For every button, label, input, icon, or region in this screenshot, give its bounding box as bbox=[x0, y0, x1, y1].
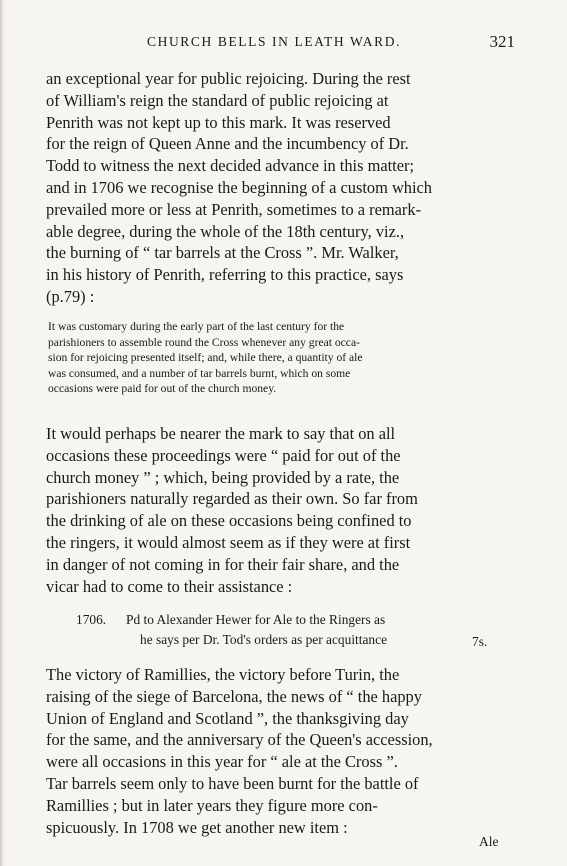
text-line: spicuously. In 1708 we get another new item : bbox=[46, 817, 348, 837]
paragraph-1 bbox=[46, 68, 506, 308]
text-line: Penrith was not kept up to this mark. It was reserved bbox=[46, 112, 391, 132]
quote-line: It was customary during the early part of the last century for the bbox=[48, 320, 345, 333]
text-line: It would perhaps be nearer the mark to say that on all bbox=[46, 424, 396, 443]
entry-amount: 7s. bbox=[472, 634, 488, 649]
text-line: and in 1706 we recognise the beginning of a custom which bbox=[46, 177, 432, 197]
page-edge-shadow bbox=[0, 0, 4, 866]
entry-row bbox=[76, 630, 496, 650]
account-entry bbox=[76, 610, 496, 650]
paragraph-3 bbox=[46, 664, 506, 838]
entry-text: he says per Dr. Tod's orders as per acquittance bbox=[140, 632, 388, 647]
running-head: CHURCH BELLS IN LEATH WARD. bbox=[147, 34, 402, 49]
text-line: of William's reign the standard of public rejoicing at bbox=[46, 90, 389, 110]
text-line: for the same, and the anniversary of the Queen's accession, bbox=[46, 730, 433, 750]
text-line: were all occasions in this year for “ ale at the Cross ”. bbox=[46, 752, 398, 772]
text-line: Union of England and Scotland ”, the thanksgiving day bbox=[46, 708, 409, 728]
text-line: the ringers, it would almost seem as if they were at first bbox=[46, 532, 411, 552]
text-line: Tar barrels seem only to have been burnt for the battle of bbox=[46, 773, 419, 793]
quote-line: was consumed, and a number of tar barrels burnt, which on some bbox=[48, 366, 351, 380]
text-line: Todd to witness the next decided advance in this matter; bbox=[46, 156, 414, 176]
text-line: (p.79) : bbox=[46, 286, 95, 306]
page-header bbox=[0, 34, 567, 56]
text-line: the drinking of ale on these occasions being confined to bbox=[46, 511, 412, 531]
text-line: in danger of not coming in for their fair share, and the bbox=[46, 554, 400, 574]
entry-text: Pd to Alexander Hewer for Ale to the Ringers as bbox=[126, 612, 386, 627]
quote-line: sion for rejoicing presented itself; and, while there, a quantity of ale bbox=[48, 351, 363, 365]
text-line: raising of the siege of Barcelona, the news of “ the happy bbox=[46, 686, 422, 706]
block-quotation bbox=[48, 319, 506, 397]
text-line: for the reign of Queen Anne and the incumbency of Dr. bbox=[46, 134, 409, 154]
entry-row bbox=[76, 610, 496, 630]
quote-line: occasions were paid for out of the church money. bbox=[48, 382, 277, 396]
catchword: Ale bbox=[479, 834, 499, 849]
text-line: vicar had to come to their assistance : bbox=[46, 576, 293, 596]
text-line: able degree, during the whole of the 18th century, viz., bbox=[46, 221, 405, 241]
text-line: prevailed more or less at Penrith, sometimes to a remark- bbox=[46, 199, 422, 219]
text-line: church money ” ; which, being provided by a rate, the bbox=[46, 467, 400, 487]
entry-year: 1706. bbox=[76, 612, 107, 627]
text-line: an exceptional year for public rejoicing. During the rest bbox=[46, 69, 411, 88]
text-line: parishioners naturally regarded as their own. So far from bbox=[46, 489, 418, 509]
paragraph-2 bbox=[46, 423, 506, 597]
text-line: the burning of “ tar barrels at the Cross ”. Mr. Walker, bbox=[46, 243, 399, 263]
text-line: in his history of Penrith, referring to this practice, says bbox=[46, 265, 404, 285]
text-line: Ramillies ; but in later years they figure more con- bbox=[46, 795, 378, 815]
text-line: The victory of Ramillies, the victory before Turin, the bbox=[46, 665, 400, 684]
quote-line: parishioners to assemble round the Cross whenever any great occa- bbox=[48, 335, 360, 349]
page-number: 321 bbox=[489, 32, 515, 51]
text-line: occasions these proceedings were “ paid for out of the bbox=[46, 445, 401, 465]
